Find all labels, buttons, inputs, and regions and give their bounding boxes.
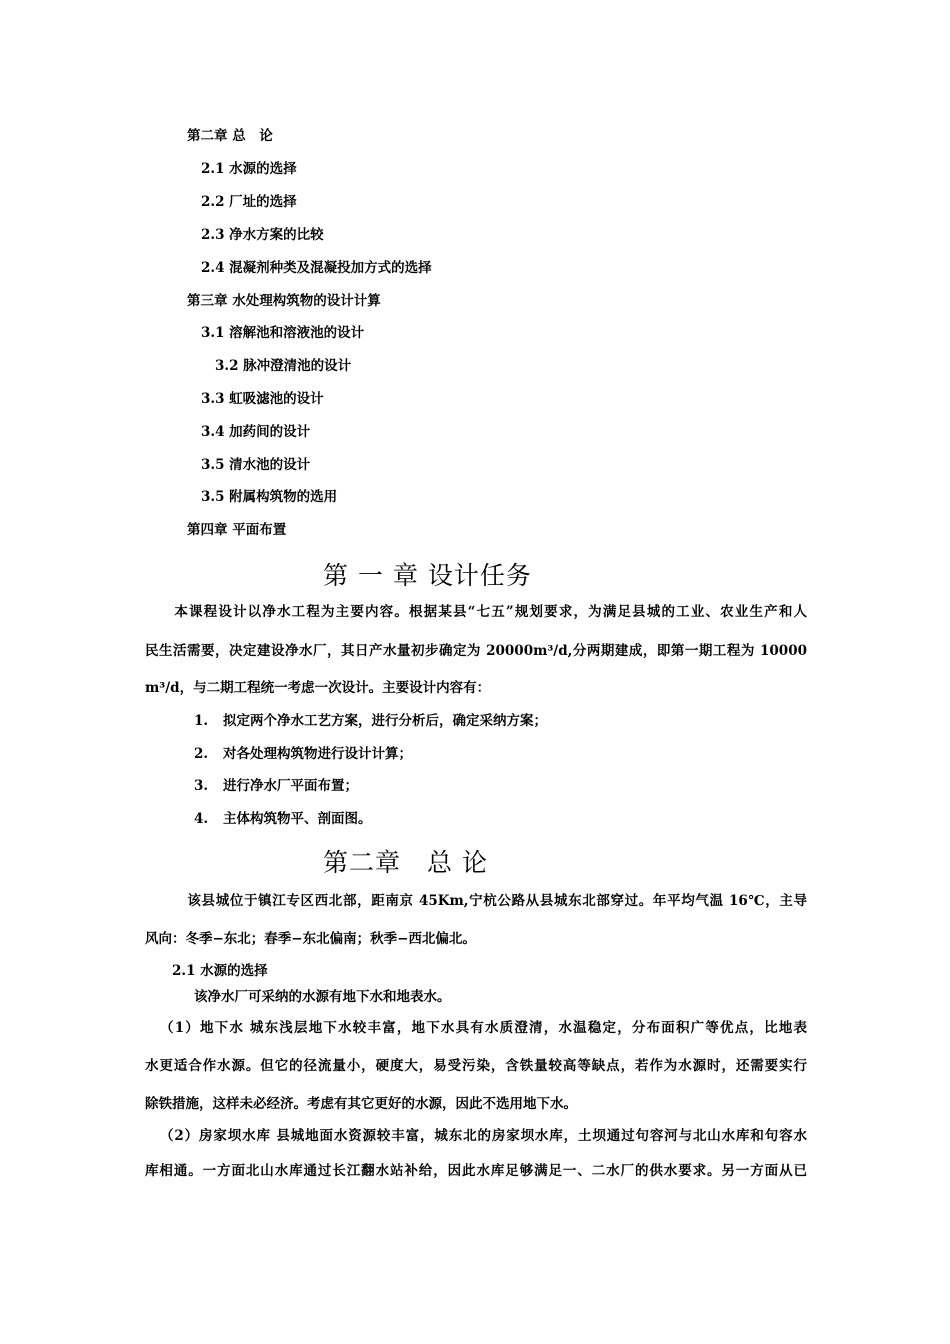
section-title: 2.1 水源的选择: [172, 963, 268, 979]
paragraph-line: 库相通。一方面北山水库通过长江翻水站补给，因此水库足够满足一、二水厂的供水要求。另一方面从已: [145, 1163, 807, 1179]
list-number: 4.: [194, 811, 209, 827]
toc-entry: 3.2 脉冲澄清池的设计: [215, 358, 352, 374]
list-item: 主体构筑物平、剖面图。: [223, 811, 372, 827]
chapter-heading: 第二章 总 论: [323, 848, 488, 877]
paragraph-line: 水更适合作水源。但它的径流量小，硬度大，易受污染，含铁量较高等缺点，若作为水源时，还需要实行: [145, 1058, 807, 1074]
toc-entry: 第四章 平面布置: [187, 522, 287, 538]
toc-entry: 2.3 净水方案的比较: [201, 227, 324, 243]
list-number: 2.: [194, 746, 209, 762]
paragraph-line: 风向：冬季−东北；春季−东北偏南；秋季−西北偏北。: [145, 931, 476, 947]
list-item: 拟定两个净水工艺方案，进行分析后，确定采纳方案；: [223, 713, 547, 729]
paragraph-line: 该县城位于镇江专区西北部，距南京 45Km,宁杭公路从县城东北部穿过。年平均气温 16℃，主导: [145, 893, 807, 909]
toc-entry: 2.4 混凝剂种类及混凝投加方式的选择: [201, 260, 432, 276]
toc-entry: 第二章 总 论: [187, 128, 273, 144]
list-number: 1.: [194, 713, 209, 729]
paragraph-line: （2）房家坝水库 县城地面水资源较丰富，城东北的房家坝水库，土坝通过句容河与北山水库和句容水: [160, 1128, 807, 1144]
paragraph-line: m³/d，与二期工程统一考虑一次设计。主要设计内容有：: [145, 680, 491, 696]
toc-entry: 2.2 厂址的选择: [201, 194, 297, 210]
paragraph-line: 民生活需要，决定建设净水厂，其日产水量初步确定为 20000m³/d,分两期建成，即第一期工程为 10000: [145, 643, 807, 659]
list-item: 对各处理构筑物进行设计计算；: [223, 746, 412, 762]
toc-entry: 3.1 溶解池和溶液池的设计: [201, 325, 365, 341]
toc-entry: 3.4 加药间的设计: [201, 424, 311, 440]
list-item: 进行净水厂平面布置；: [223, 778, 358, 794]
chapter-heading: 第 一 章 设计任务: [323, 561, 532, 590]
paragraph-line: （1）地下水 城东浅层地下水较丰富，地下水具有水质澄清，水温稳定，分布面积广等优点，比地表: [160, 1020, 807, 1036]
list-number: 3.: [194, 778, 209, 794]
paragraph-line: 该净水厂可采纳的水源有地下水和地表水。: [194, 989, 451, 1005]
toc-entry: 第三章 水处理构筑物的设计计算: [187, 293, 381, 309]
toc-entry: 3.5 清水池的设计: [201, 457, 311, 473]
paragraph-line: 本课程设计以净水工程为主要内容。根据某县“七五”规划要求，为满足县城的工业、农业生产和人: [145, 604, 807, 620]
toc-entry: 2.1 水源的选择: [201, 161, 297, 177]
toc-entry: 3.5 附属构筑物的选用: [201, 489, 338, 505]
paragraph-line: 除铁措施，这样未必经济。考虑有其它更好的水源，因此不选用地下水。: [145, 1096, 577, 1112]
toc-entry: 3.3 虹吸滤池的设计: [201, 391, 324, 407]
